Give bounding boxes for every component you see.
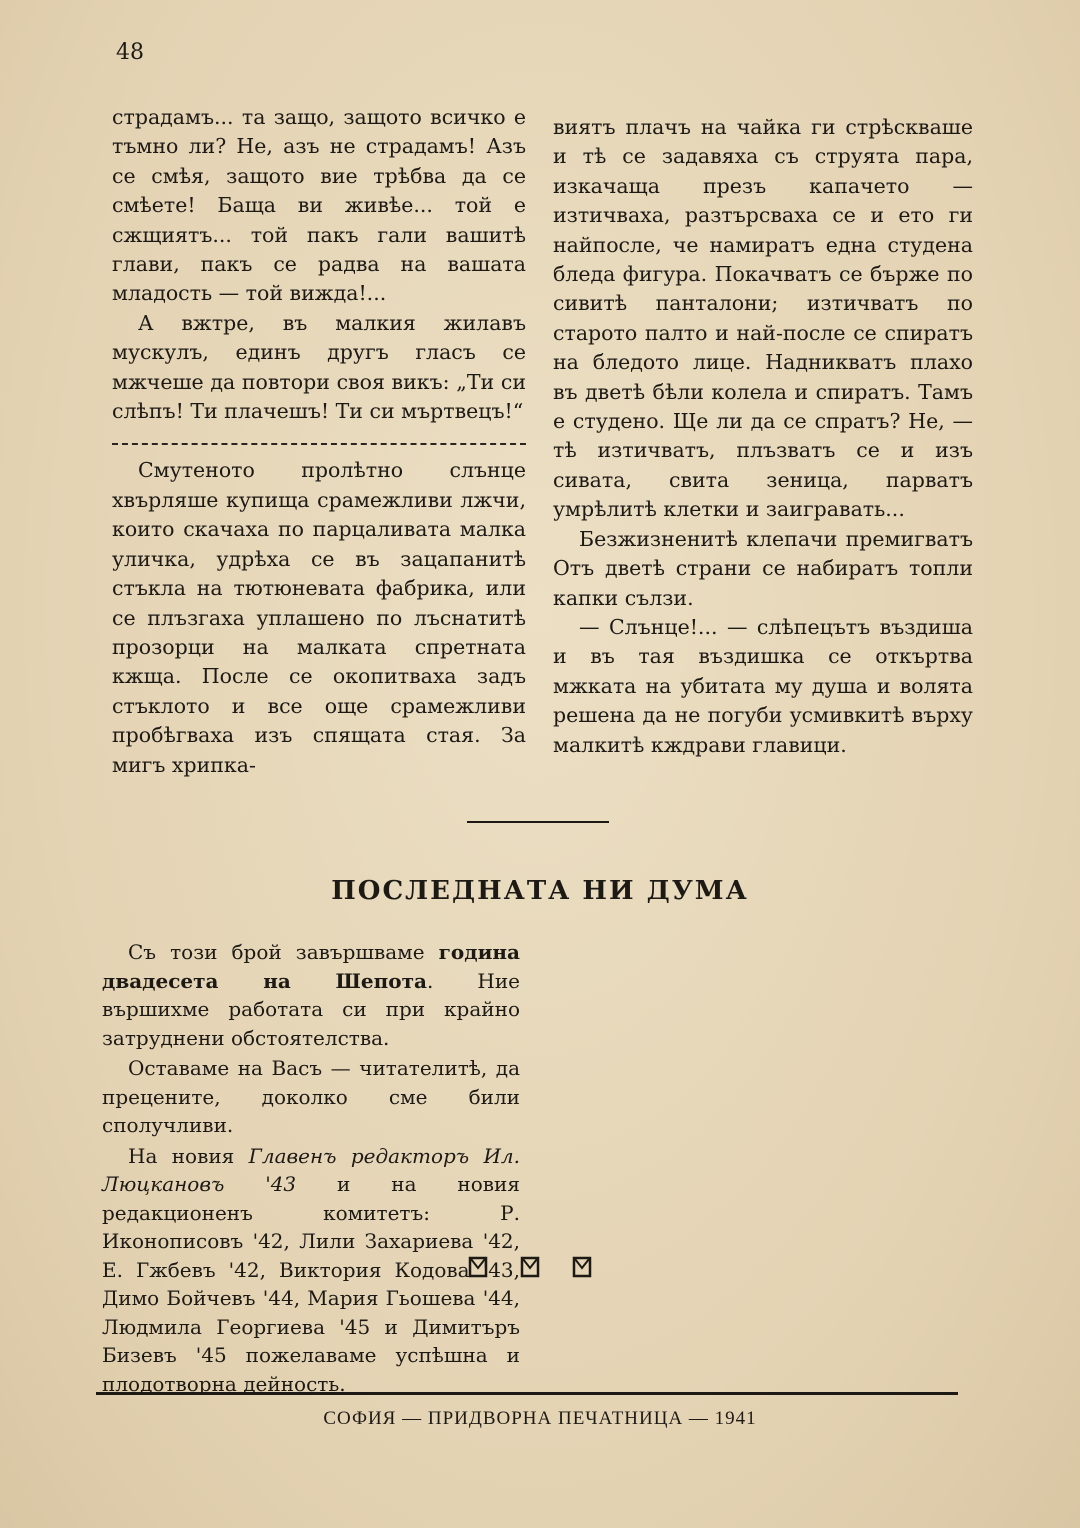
ornament-row — [468, 1256, 592, 1278]
dashed-separator — [112, 443, 526, 445]
section-paragraph — [102, 938, 520, 1052]
editor-name: Главенъ редакторъ Ил. Люцкановъ '43 — [102, 1143, 520, 1196]
story-paragraph: страдамъ... та защо, защото всичко е тъмно ли? Не, азъ не страдамъ! Азъ се смѣя, защото вие трѣбва да се смѣете! Баща ви живѣе... той е сжщиятъ... той пакъ гали вашитѣ глави, пакъ се радва на вашата младость — той вижда!... — [112, 105, 526, 306]
story-right-column — [553, 113, 973, 760]
text-run: . Ние вършихме работата си при крайно затруднени обстоятелства. — [102, 968, 521, 1050]
section-title: ПОСЛЕДНАТА НИ ДУМА — [331, 876, 749, 906]
section-divider — [467, 821, 609, 823]
story-paragraph: А вжтре, въ малкия жилавъ мускулъ, единъ другъ гласъ се мжчеше да повтори своя викъ: „Ти си слѣпъ! Ти плачешъ! Ти си мъртвецъ!“ — [112, 310, 526, 424]
emphasis-text: година двадесета на Шепота — [102, 940, 520, 993]
text-run: На новия — [128, 1143, 249, 1168]
page-number: 48 — [116, 40, 144, 65]
footer-rule — [96, 1392, 958, 1395]
ornament-icon — [572, 1256, 592, 1278]
text-run: Съ този брой завършваме — [128, 940, 439, 964]
story-left-column — [112, 103, 526, 780]
story-paragraph: — Слънце!... — слѣпецътъ въздиша и въ тая въздишка се откъртва мжката на убитата му душа и волята решена да не погуби усмивкитѣ върху малкитѣ кждрави главици. — [553, 614, 973, 757]
story-paragraph: Безжизненитѣ клепачи премигватъ Отъ дветѣ страни се набиратъ топли капки сълзи. — [553, 526, 973, 610]
section-paragraph: Оставаме на Васъ — читателитѣ, да прецените, доколко сме били сполучливи. — [102, 1056, 520, 1137]
section-paragraph — [102, 1142, 520, 1399]
ornament-icon — [520, 1256, 540, 1278]
section-left-column — [102, 938, 520, 1400]
story-paragraph: виятъ плачъ на чайка ги стрѣскваше и тѣ се задавяха съ струята пара, изкачаща презъ капачето — изтичваха, разтърсваха се и ето ги найпосле, че намиратъ една студена бледа фигура. Покачватъ се бърже по сивитѣ панталони; изтичватъ по старото палто и най-после се спиратъ на бледото лице. Надникватъ плахо въ дветѣ бѣли колела и спиратъ. Тамъ е студено. Ще ли да се спратъ? Не, — тѣ изтичватъ, плъзватъ се и изъ сивата, свита зеница, парватъ умрѣлитѣ клетки и заигравать... — [553, 115, 973, 522]
text-run: и на новия редакционенъ комитетъ: Р. Иконописовъ '42, Лили Захариева '42, Е. Гжбевъ '42, Виктория Кодова '43, Димо Бойчевъ '44, Мария Гьошева '44, Людмила Георгиева '45 и Димитъръ Бизевъ '45 пожелаваме успѣшна и плодотворна дейность. — [102, 1172, 521, 1396]
story-paragraph: Смутеното пролѣтно слънце хвърляше купища срамежливи лжчи, които скачаха по парцаливата малка уличка, удрѣха се въ зацапанитѣ стъкла на тютюневата фабрика, или се плъзгаха уплашено по лъснатитѣ прозорци на малката спретната кжща. После се окопитваха задъ стъклото и все още срамежливи пробѣгваха изъ спящата стая. За мигъ хрипка- — [112, 458, 526, 777]
printer-imprint: СОФИЯ — ПРИДВОРНА ПЕЧАТНИЦА — 1941 — [323, 1408, 757, 1429]
ornament-icon — [468, 1256, 488, 1278]
